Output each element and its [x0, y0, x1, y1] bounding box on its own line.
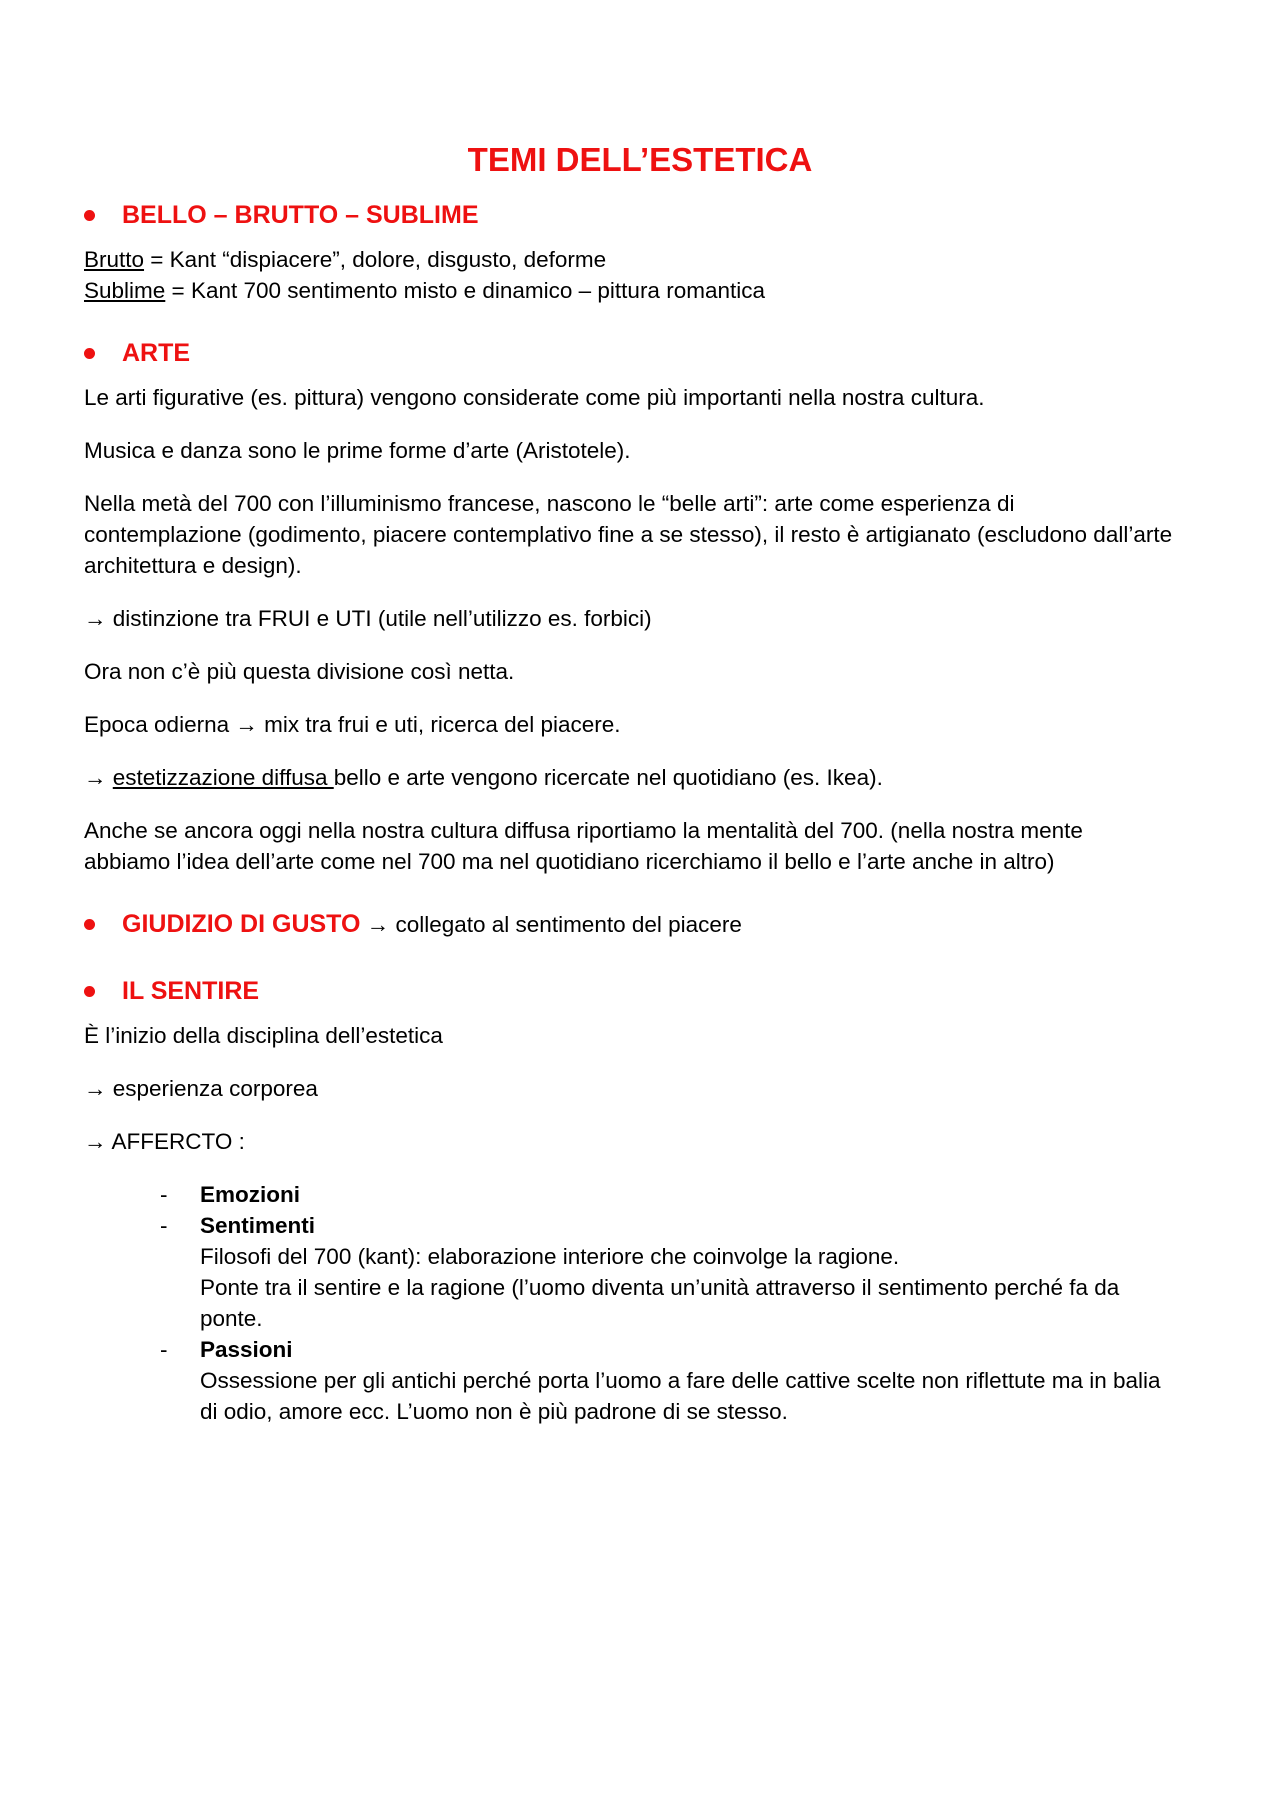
paragraph: Nella metà del 700 con l’illuminismo francese, nascono le “belle arti”: arte come esperienza di contemplazione (godimento, piacere contemplativo fine a se stesso), il resto è artigianato (escludono dall’arte architettura e design).: [84, 491, 1173, 578]
arrow-text: →: [84, 765, 113, 790]
section-heading-text: IL SENTIRE: [122, 977, 260, 1005]
section-heading-sentire: [84, 974, 1174, 1008]
list-item: [84, 1334, 1174, 1427]
paragraph: Anche se ancora oggi nella nostra cultura diffusa riportiamo la mentalità del 700. (nella nostra mente abbiamo l’idea dell’arte come nel 700 ma nel quotidiano ricerchiamo il bello e l’arte anche in altro): [84, 818, 1083, 874]
paragraph: Musica e danza sono le prime forme d’arte (Aristotele).: [84, 438, 631, 463]
definition-sublime: = Kant 700 sentimento misto e dinamico – pittura romantica: [165, 278, 765, 303]
list-item-term: Sentimenti: [200, 1213, 316, 1238]
list-item: [84, 1179, 1174, 1210]
paragraph: → esperienza corporea: [84, 1076, 318, 1101]
dash-marker: -: [160, 1182, 168, 1207]
paragraph: È l’inizio della disciplina dell’estetica: [84, 1023, 443, 1048]
dash-marker: -: [160, 1213, 168, 1238]
section-heading-arte: [84, 336, 1174, 370]
list-item: [84, 1210, 1174, 1334]
section-heading-text: BELLO – BRUTTO – SUBLIME: [122, 201, 479, 229]
list-item-term: Passioni: [200, 1337, 293, 1362]
paragraph: → AFFERCTO :: [84, 1129, 245, 1154]
list-item-term: Emozioni: [200, 1182, 300, 1207]
section-heading-giudizio: [84, 907, 1174, 942]
bullet-icon: [84, 210, 95, 221]
term-brutto: Brutto: [84, 247, 145, 272]
paragraph: Le arti figurative (es. pittura) vengono considerate come più importanti nella nostra cultura.: [84, 385, 985, 410]
page-title: TEMI DELL’ESTETICA: [467, 141, 813, 178]
paragraph: → distinzione tra FRUI e UTI (utile nell’utilizzo es. forbici): [84, 606, 652, 631]
list-item-description: Filosofi del 700 (kant): elaborazione interiore che coinvolge la ragione.: [200, 1244, 900, 1269]
term-estetizzazione: estetizzazione diffusa: [112, 765, 334, 790]
section-heading-tail: → collegato al sentimento del piacere: [360, 912, 742, 937]
dash-marker: -: [160, 1337, 168, 1362]
definitions-paragraph: [84, 244, 1174, 306]
term-sublime: Sublime: [84, 278, 166, 303]
section-heading-text: GIUDIZIO DI GUSTO: [122, 910, 361, 938]
paragraph: Ora non c’è più questa divisione così netta.: [84, 659, 515, 684]
bullet-icon: [84, 986, 95, 997]
paragraph-rest: bello e arte vengono ricercate nel quotidiano (es. Ikea).: [333, 765, 883, 790]
bullet-icon: [84, 348, 95, 359]
list-item-description: Ossessione per gli antichi perché porta l’uomo a fare delle cattive scelte non riflettute ma in balia di odio, amore ecc. L’uomo non è più padrone di se stesso.: [200, 1368, 1161, 1424]
document-page: [84, 140, 1174, 1427]
list-item-description: Ponte tra il sentire e la ragione (l’uomo diventa un’unità attraverso il sentimento perché fa da ponte.: [200, 1275, 1120, 1331]
definition-brutto: = Kant “dispiacere”, dolore, disgusto, deforme: [144, 247, 607, 272]
paragraph: Epoca odierna → mix tra frui e uti, ricerca del piacere.: [84, 712, 621, 737]
affecto-list: [84, 1179, 1174, 1427]
section-heading-bello: [84, 198, 1174, 232]
bullet-icon: [84, 919, 95, 930]
paragraph-estetizzazione: [84, 762, 1174, 793]
section-heading-text: ARTE: [122, 339, 191, 367]
